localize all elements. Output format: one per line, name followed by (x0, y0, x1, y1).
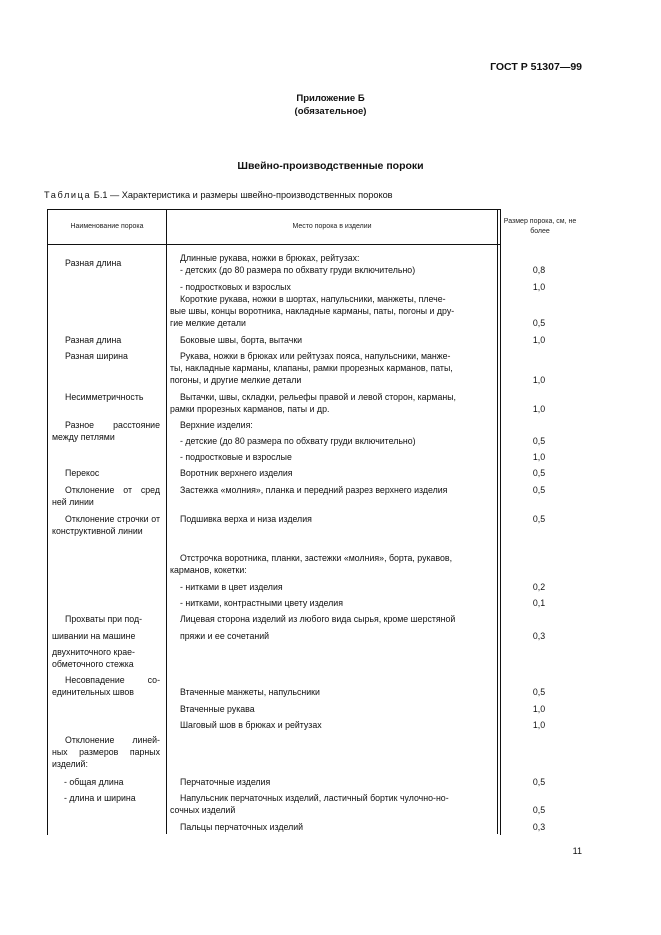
defect-location: Втаченные манжеты, напульсники (180, 687, 320, 697)
column-header-defect-size: Размер порока, см, не более (503, 218, 577, 235)
defect-size-value: 1,0 (532, 452, 546, 462)
defect-size-value: 1,0 (532, 335, 546, 345)
defect-name: - общая длина (64, 777, 124, 787)
defect-name: Перекос (65, 468, 100, 478)
defect-location: Вытачки, швы, складки, рельефы правой и левой сторон, карманы, (180, 392, 456, 402)
defect-location: Длинные рукава, ножки в брюках, рейтузах: (180, 253, 360, 263)
defect-size-value: 0,5 (532, 687, 546, 697)
column-header-defect-location: Место порока в изделии (292, 223, 372, 230)
appendix-title: Приложение Б (296, 93, 365, 104)
table-caption-text: Б.1 — Характеристика и размеры швейно-производственных пороков (93, 190, 393, 200)
defect-name: Отклонение линей-ных размеров парных изделий: (52, 735, 160, 770)
defect-name: - длина и ширина (64, 793, 136, 803)
defect-size-value: 1,0 (532, 404, 546, 414)
defect-location: - детских (до 80 размера по обхвату груди включительно) (180, 265, 416, 275)
defect-location: Верхние изделия: (180, 420, 253, 430)
table-caption-label: Таблица (44, 190, 92, 200)
defect-size-value: 1,0 (532, 282, 546, 292)
defect-size-value: 0,3 (532, 822, 546, 832)
defect-size-value: 0,5 (532, 468, 546, 478)
section-title: Швейно-производственные пороки (237, 160, 424, 172)
defect-location: Короткие рукава, ножки в шортах, напульсники, манжеты, плече- (180, 294, 446, 304)
defect-size-value: 0,5 (532, 514, 546, 524)
defect-name: Несимметричность (65, 392, 144, 402)
defect-size-value: 1,0 (532, 720, 546, 730)
defect-name: Разная длина (65, 335, 122, 345)
defect-location: пряжи и ее сочетаний (180, 631, 270, 641)
defect-location: Воротник верхнего изделия (180, 468, 293, 478)
defect-name: Разная ширина (65, 351, 128, 361)
defect-size-value: 0,2 (532, 582, 546, 592)
appendix-heading (0, 92, 661, 118)
defect-size-value: 0,5 (532, 777, 546, 787)
table-header-divider (47, 244, 500, 245)
defect-name: Разная длина (65, 258, 122, 268)
defect-location: Лицевая сторона изделий из любого вида сырья, кроме шерстяной (180, 614, 456, 624)
table-column-divider (166, 209, 167, 834)
defect-location: - нитками в цвет изделия (180, 582, 283, 592)
defect-size-value: 0,3 (532, 631, 546, 641)
defect-size-value: 1,0 (532, 704, 546, 714)
standard-number: ГОСТ Р 51307—99 (490, 61, 582, 73)
defect-location: гие мелкие детали (170, 318, 246, 328)
defect-size-value: 0,8 (532, 265, 546, 275)
defect-location: сочных изделий (170, 805, 236, 815)
defect-size-value: 0,5 (532, 805, 546, 815)
defect-size-value: 0,5 (532, 318, 546, 328)
defect-name: шивании на машине (52, 631, 136, 641)
defect-location: Подшивка верха и низа изделия (180, 514, 312, 524)
column-header-defect-name: Наименование порока (70, 223, 144, 230)
defect-location: Боковые швы, борта, вытачки (180, 335, 303, 345)
defect-size-value: 1,0 (532, 375, 546, 385)
defect-name: Отклонение строчки от конструктивной линии (52, 514, 160, 537)
defect-location: - нитками, контрастными цвету изделия (180, 598, 343, 608)
defect-name: Отклонение от сред ней линии (52, 485, 160, 508)
defect-location: Рукава, ножки в брюках или рейтузах пояса, напульсники, манже- (180, 351, 451, 361)
defect-size-value: 0,5 (532, 436, 546, 446)
defect-location: Втаченные рукава (180, 704, 255, 714)
defect-location: Шаговый шов в брюках и рейтузах (180, 720, 322, 730)
appendix-status: (обязательное) (294, 106, 367, 117)
defect-location: рамки прорезных карманов, паты и др. (170, 404, 330, 414)
defect-location: - подростковые и взрослые (180, 452, 292, 462)
defect-name: Несовпадение со-единительных швов (52, 675, 160, 698)
defect-location: вые швы, концы воротника, накладные карманы, паты, погоны и дру- (170, 306, 455, 316)
table-column-divider (497, 209, 498, 834)
defect-location: погоны, и другие мелкие детали (170, 375, 302, 385)
defect-location: Напульсник перчаточных изделий, ластичный бортик чулочно-но- (180, 793, 449, 803)
defect-name: Разное расстояние между петлями (52, 420, 160, 443)
defect-location: Пальцы перчаточных изделий (180, 822, 304, 832)
defect-location: Отстрочка воротника, планки, застежки «молния», борта, рукавов, (180, 553, 453, 563)
defect-size-value: 0,5 (532, 485, 546, 495)
table-caption (44, 190, 393, 200)
defect-location: Застежка «молния», планка и передний разрез верхнего изделия (180, 485, 448, 495)
defect-location: - подростковых и взрослых (180, 282, 291, 292)
defect-name: двухниточного крае- (52, 647, 135, 657)
defect-name: обметочного стежка (52, 659, 134, 669)
defect-name: Прохваты при под- (65, 614, 143, 624)
defect-location: - детские (до 80 размера по обхвату груди включительно) (180, 436, 416, 446)
defect-location: Перчаточные изделия (180, 777, 271, 787)
defect-location: ты, накладные карманы, клапаны, рамки прорезных карманов, паты, (170, 363, 453, 373)
defect-location: карманов, кокетки: (170, 565, 247, 575)
page-number: 11 (572, 846, 582, 856)
defect-size-value: 0,1 (532, 598, 546, 608)
